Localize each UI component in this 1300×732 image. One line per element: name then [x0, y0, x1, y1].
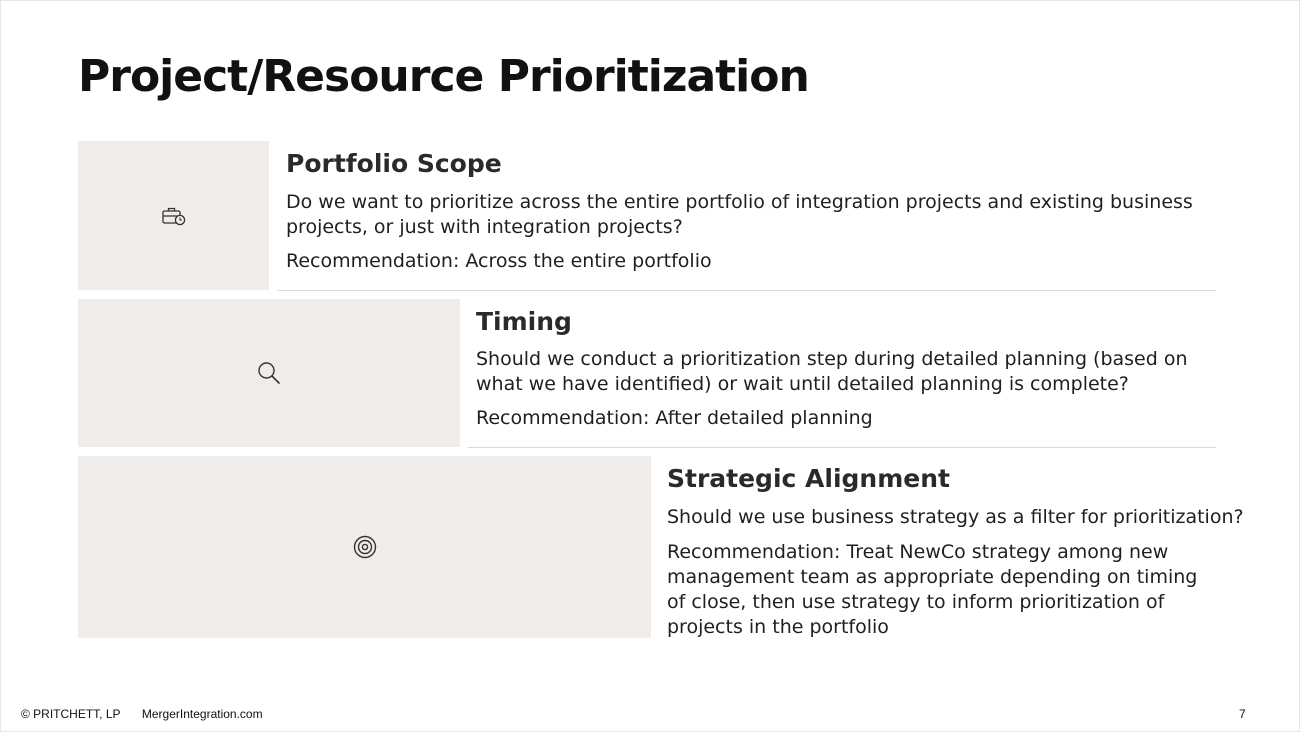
page-title: Project/Resource Prioritization	[78, 51, 809, 102]
section-recommendation-timing: Recommendation: After detailed planning	[476, 407, 873, 429]
section-recommendation-strategic-alignment: Recommendation: Treat NewCo strategy among new management team as appropriate depending on timing of close, then use strategy to inform prioritization of projects in the portfolio	[667, 541, 1198, 638]
section-divider	[277, 290, 1216, 291]
portfolio-scope-icon-panel	[78, 141, 269, 290]
timing-icon-panel	[78, 299, 460, 447]
section-question-portfolio-scope: Do we want to prioritize across the entire portfolio of integration projects and existing business projects, or just with integration projects?	[286, 191, 1193, 238]
strategic-alignment-icon-panel	[78, 456, 651, 638]
section-question-strategic-alignment: Should we use business strategy as a filter for prioritization?	[667, 506, 1244, 528]
section-heading-strategic-alignment: Strategic Alignment	[667, 464, 950, 493]
target-icon	[352, 534, 378, 560]
footer	[21, 707, 281, 721]
page-number: 7	[1239, 707, 1246, 721]
footer-copyright: © PRITCHETT, LP	[21, 707, 121, 721]
section-question-timing: Should we conduct a prioritization step during detailed planning (based on what we have identified) or wait until detailed planning is complete?	[476, 348, 1188, 395]
section-divider	[468, 447, 1216, 448]
section-heading-portfolio-scope: Portfolio Scope	[286, 149, 502, 178]
section-recommendation-portfolio-scope: Recommendation: Across the entire portfolio	[286, 250, 712, 272]
section-heading-timing: Timing	[476, 307, 572, 336]
briefcase-clock-icon	[161, 205, 187, 227]
magnifying-glass-icon	[256, 360, 282, 386]
footer-website: MergerIntegration.com	[141, 707, 263, 721]
